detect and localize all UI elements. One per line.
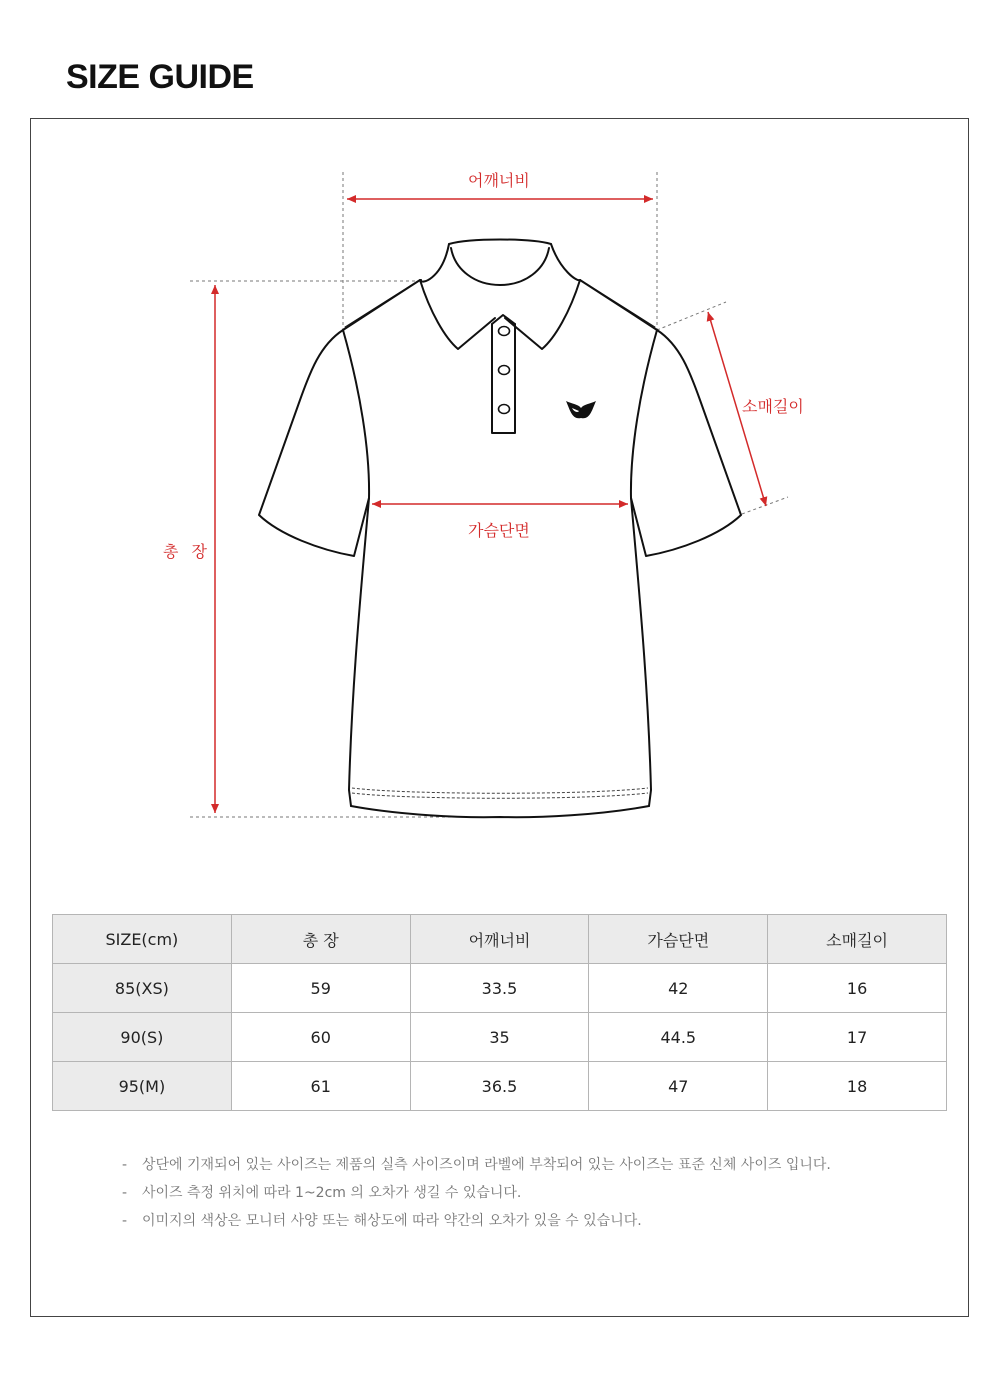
header-chest: 가슴단면 [589,915,768,964]
table-row [53,964,947,1013]
table-cell: 42 [589,964,768,1013]
header-length: 총 장 [231,915,410,964]
table-header-row [53,915,947,964]
sleeve-label: 소매길이 [742,397,804,416]
note-item [122,1210,831,1238]
buttons [499,327,510,414]
chest-label: 가슴단면 [468,521,530,540]
table-cell: 59 [231,964,410,1013]
table-cell: 18 [768,1062,947,1111]
table-cell: 60 [231,1013,410,1062]
guide-lines [190,172,788,817]
table-row [53,1013,947,1062]
button-icon [499,327,510,336]
note-item [122,1154,831,1182]
size-cell: 90(S) [53,1013,232,1062]
note-text: 이미지의 색상은 모니터 사양 또는 해상도에 따라 약간의 오차가 있을 수 있습니다. [142,1213,642,1229]
table-cell: 36.5 [410,1062,589,1111]
length-label: 총 장 [163,542,211,561]
header-shoulder: 어깨너비 [410,915,589,964]
shoulder-label: 어깨너비 [468,171,530,190]
size-cell: 85(XS) [53,964,232,1013]
table-cell: 17 [768,1013,947,1062]
dimension-arrows [215,199,766,813]
button-icon [499,366,510,375]
table-cell: 47 [589,1062,768,1111]
note-bullet: - [122,1157,128,1173]
table-cell: 44.5 [589,1013,768,1062]
header-sleeve: 소매길이 [768,915,947,964]
note-bullet: - [122,1213,128,1229]
header-size: SIZE(cm) [53,915,232,964]
note-item [122,1182,831,1210]
notes-list [122,1154,831,1238]
button-icon [499,405,510,414]
mask-logo-icon [566,401,596,418]
page-title: SIZE GUIDE [66,58,254,96]
table-cell: 33.5 [410,964,589,1013]
table-cell: 61 [231,1062,410,1111]
table-cell: 35 [410,1013,589,1062]
hem-stitching [352,788,648,798]
note-text: 상단에 기재되어 있는 사이즈는 제품의 실측 사이즈이며 라벨에 부착되어 있는 사이즈는 표준 신체 사이즈 입니다. [142,1157,831,1173]
note-bullet: - [122,1185,128,1201]
table-row [53,1062,947,1111]
size-table [52,914,947,1111]
size-cell: 95(M) [53,1062,232,1111]
table-cell: 16 [768,964,947,1013]
note-text: 사이즈 측정 위치에 따라 1~2cm 의 오차가 생길 수 있습니다. [142,1185,522,1201]
